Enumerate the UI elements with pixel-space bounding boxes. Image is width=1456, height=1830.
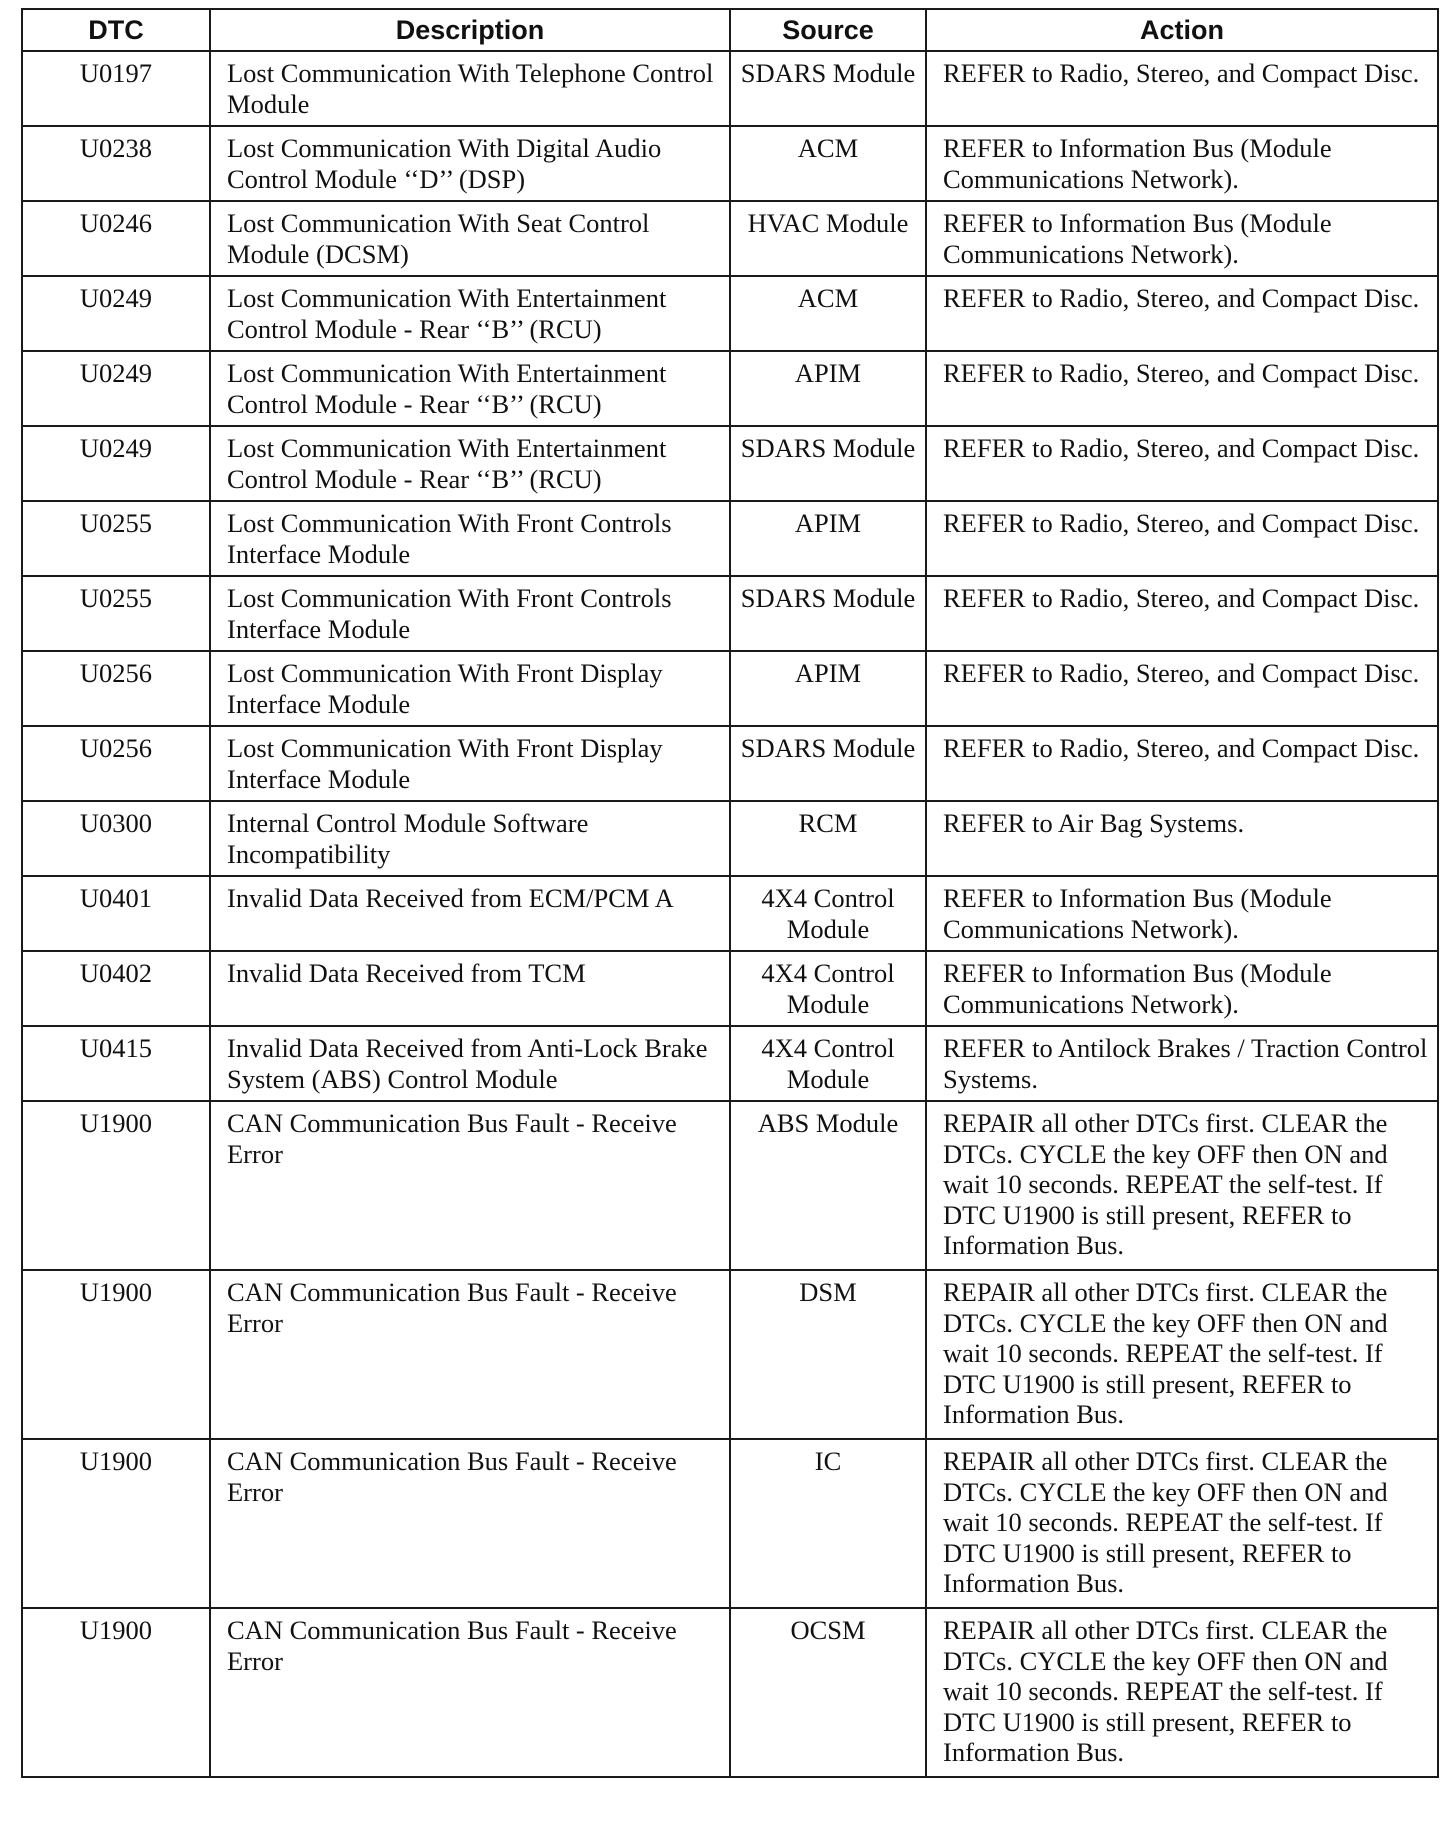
table-row <box>22 801 1438 876</box>
header-row <box>22 9 1438 51</box>
action-cell: REFER to Information Bus (Module Communications Network). <box>926 951 1438 1026</box>
table-row <box>22 1608 1438 1777</box>
action-cell: REFER to Radio, Stereo, and Compact Disc. <box>926 501 1438 576</box>
description-cell: Lost Communication With Front Display Interface Module <box>210 726 730 801</box>
source-cell: APIM <box>730 351 926 426</box>
source-cell: ACM <box>730 126 926 201</box>
table-row <box>22 501 1438 576</box>
description-cell: Internal Control Module Software Incompatibility <box>210 801 730 876</box>
action-cell: REFER to Radio, Stereo, and Compact Disc. <box>926 51 1438 126</box>
description-cell: Invalid Data Received from TCM <box>210 951 730 1026</box>
source-cell: SDARS Module <box>730 726 926 801</box>
dtc-code-cell: U1900 <box>22 1608 210 1777</box>
description-cell: Lost Communication With Entertainment Control Module - Rear ‘‘B’’ (RCU) <box>210 426 730 501</box>
table-row <box>22 426 1438 501</box>
source-cell: ACM <box>730 276 926 351</box>
table-row <box>22 651 1438 726</box>
source-cell: IC <box>730 1439 926 1608</box>
source-cell: ABS Module <box>730 1101 926 1270</box>
description-cell: Lost Communication With Digital Audio Control Module ‘‘D’’ (DSP) <box>210 126 730 201</box>
description-cell: CAN Communication Bus Fault - Receive Error <box>210 1270 730 1439</box>
table-row <box>22 201 1438 276</box>
dtc-code-cell: U0246 <box>22 201 210 276</box>
dtc-code-cell: U0415 <box>22 1026 210 1101</box>
source-cell: APIM <box>730 651 926 726</box>
header-source: Source <box>730 9 926 51</box>
source-cell: 4X4 Control Module <box>730 951 926 1026</box>
dtc-code-cell: U0255 <box>22 501 210 576</box>
action-cell: REFER to Antilock Brakes / Traction Control Systems. <box>926 1026 1438 1101</box>
dtc-code-cell: U0256 <box>22 651 210 726</box>
header-action: Action <box>926 9 1438 51</box>
table-row <box>22 1439 1438 1608</box>
table-row <box>22 876 1438 951</box>
description-cell: Lost Communication With Telephone Control Module <box>210 51 730 126</box>
action-cell: REFER to Radio, Stereo, and Compact Disc. <box>926 651 1438 726</box>
description-cell: Lost Communication With Front Controls Interface Module <box>210 501 730 576</box>
dtc-code-cell: U1900 <box>22 1101 210 1270</box>
table-row <box>22 126 1438 201</box>
table-row <box>22 1270 1438 1439</box>
dtc-code-cell: U0300 <box>22 801 210 876</box>
dtc-code-cell: U0249 <box>22 426 210 501</box>
description-cell: Lost Communication With Front Display Interface Module <box>210 651 730 726</box>
action-cell: REFER to Information Bus (Module Communications Network). <box>926 876 1438 951</box>
dtc-table-page <box>21 8 1439 1778</box>
source-cell: SDARS Module <box>730 426 926 501</box>
dtc-code-cell: U0256 <box>22 726 210 801</box>
header-dtc: DTC <box>22 9 210 51</box>
dtc-table <box>21 8 1439 1778</box>
description-cell: Lost Communication With Entertainment Control Module - Rear ‘‘B’’ (RCU) <box>210 351 730 426</box>
dtc-code-cell: U0401 <box>22 876 210 951</box>
description-cell: CAN Communication Bus Fault - Receive Error <box>210 1439 730 1608</box>
source-cell: APIM <box>730 501 926 576</box>
dtc-code-cell: U0255 <box>22 576 210 651</box>
action-cell: REFER to Radio, Stereo, and Compact Disc. <box>926 351 1438 426</box>
table-row <box>22 351 1438 426</box>
dtc-code-cell: U1900 <box>22 1439 210 1608</box>
dtc-code-cell: U1900 <box>22 1270 210 1439</box>
description-cell: Lost Communication With Front Controls Interface Module <box>210 576 730 651</box>
table-row <box>22 276 1438 351</box>
action-cell: REFER to Radio, Stereo, and Compact Disc. <box>926 426 1438 501</box>
source-cell: 4X4 Control Module <box>730 876 926 951</box>
table-row <box>22 1026 1438 1101</box>
source-cell: 4X4 Control Module <box>730 1026 926 1101</box>
source-cell: OCSM <box>730 1608 926 1777</box>
dtc-code-cell: U0197 <box>22 51 210 126</box>
source-cell: RCM <box>730 801 926 876</box>
description-cell: Invalid Data Received from Anti-Lock Brake System (ABS) Control Module <box>210 1026 730 1101</box>
action-cell: REFER to Air Bag Systems. <box>926 801 1438 876</box>
header-description: Description <box>210 9 730 51</box>
action-cell: REPAIR all other DTCs first. CLEAR the DTCs. CYCLE the key OFF then ON and wait 10 seconds. REPEAT the self-test. If DTC U1900 is still present, REFER to Information Bus. <box>926 1270 1438 1439</box>
table-row <box>22 576 1438 651</box>
description-cell: CAN Communication Bus Fault - Receive Error <box>210 1608 730 1777</box>
action-cell: REFER to Radio, Stereo, and Compact Disc. <box>926 276 1438 351</box>
action-cell: REFER to Radio, Stereo, and Compact Disc. <box>926 726 1438 801</box>
source-cell: SDARS Module <box>730 576 926 651</box>
action-cell: REPAIR all other DTCs first. CLEAR the DTCs. CYCLE the key OFF then ON and wait 10 seconds. REPEAT the self-test. If DTC U1900 is still present, REFER to Information Bus. <box>926 1101 1438 1270</box>
table-row <box>22 726 1438 801</box>
action-cell: REFER to Radio, Stereo, and Compact Disc. <box>926 576 1438 651</box>
description-cell: Lost Communication With Entertainment Control Module - Rear ‘‘B’’ (RCU) <box>210 276 730 351</box>
table-body <box>22 51 1438 1777</box>
table-header <box>22 9 1438 51</box>
action-cell: REPAIR all other DTCs first. CLEAR the DTCs. CYCLE the key OFF then ON and wait 10 seconds. REPEAT the self-test. If DTC U1900 is still present, REFER to Information Bus. <box>926 1439 1438 1608</box>
table-row <box>22 951 1438 1026</box>
source-cell: SDARS Module <box>730 51 926 126</box>
dtc-code-cell: U0402 <box>22 951 210 1026</box>
table-row <box>22 1101 1438 1270</box>
dtc-code-cell: U0249 <box>22 276 210 351</box>
source-cell: HVAC Module <box>730 201 926 276</box>
action-cell: REFER to Information Bus (Module Communications Network). <box>926 201 1438 276</box>
description-cell: Invalid Data Received from ECM/PCM A <box>210 876 730 951</box>
dtc-code-cell: U0249 <box>22 351 210 426</box>
table-row <box>22 51 1438 126</box>
dtc-code-cell: U0238 <box>22 126 210 201</box>
action-cell: REFER to Information Bus (Module Communications Network). <box>926 126 1438 201</box>
description-cell: Lost Communication With Seat Control Module (DCSM) <box>210 201 730 276</box>
source-cell: DSM <box>730 1270 926 1439</box>
description-cell: CAN Communication Bus Fault - Receive Error <box>210 1101 730 1270</box>
action-cell: REPAIR all other DTCs first. CLEAR the DTCs. CYCLE the key OFF then ON and wait 10 seconds. REPEAT the self-test. If DTC U1900 is still present, REFER to Information Bus. <box>926 1608 1438 1777</box>
